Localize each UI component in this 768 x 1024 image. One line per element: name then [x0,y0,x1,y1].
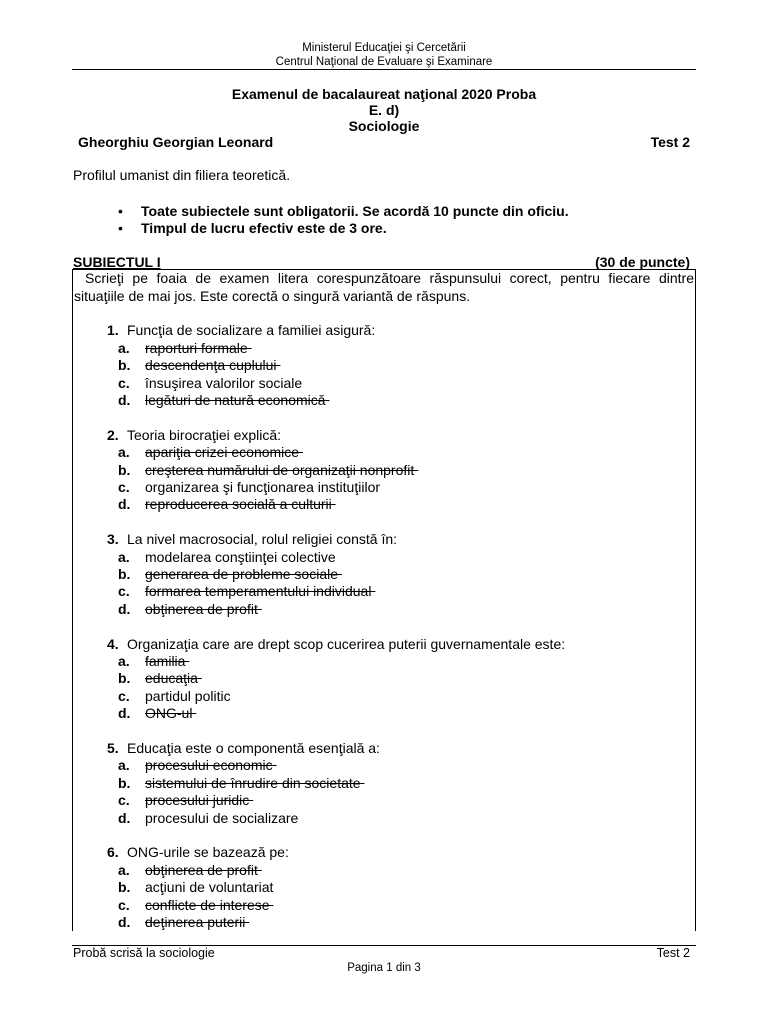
question-number: 2. [107,426,119,443]
answer-option [73,444,695,461]
option-text: organizarea şi funcţionarea instituţiilor [145,478,381,495]
footer-exam-name: Probă scrisă la sociologie [73,946,215,960]
option-text: însuşirea valorilor sociale [145,374,303,391]
answer-option [73,479,695,496]
rule-item [112,203,569,220]
answer-option [73,670,695,687]
option-letter: b. [118,879,131,896]
option-text-struck: educaţia [145,670,198,687]
rule-item [112,220,569,237]
rule-text: Timpul de lucru efectiv este de 3 ore. [141,220,387,237]
question-3 [73,531,695,618]
answer-option [73,601,695,618]
answer-option [73,392,695,409]
option-letter: d. [118,496,131,513]
question-number: 5. [107,739,119,756]
answer-option [73,566,695,583]
answer-option [73,462,695,479]
question-1 [73,322,695,409]
footer-row [73,946,690,960]
option-letter: a. [118,861,130,878]
option-text-struck: legături de natură economică [145,391,326,408]
answer-option [73,688,695,705]
option-letter: c. [118,374,130,391]
footer-test-label: Test 2 [656,946,690,960]
option-text-struck: raporturi formale [145,339,248,356]
question-text: Organizaţia care are drept scop cucerirea puterii guvernamentale este: [127,635,566,652]
exam-probe: E. d) [368,102,400,118]
evaluation-center-name: Centrul Naţional de Evaluare şi Examinare [275,56,493,68]
option-text-struck: procesului economic [145,757,273,774]
author-name: Gheorghiu Georgian Leonard [78,134,274,150]
ministry-name: Ministerul Educaţiei şi Cercetării [302,42,466,54]
option-letter: a. [118,548,130,565]
option-text-struck: ONG-ul [145,705,193,722]
question-text: Educaţia este o componentă esenţială a: [127,739,380,756]
question-4 [73,636,695,723]
option-text: partidul politic [145,687,231,704]
profile-text: Profilul umanist din filiera teoretică. [73,167,291,183]
option-letter: d. [118,705,131,722]
answer-option [73,496,695,513]
option-letter: d. [118,914,131,931]
question-text: La nivel macrosocial, rolul religiei constă în: [127,531,398,548]
option-letter: a. [118,757,130,774]
question-number: 6. [107,844,119,861]
header-divider [72,69,696,70]
question-2 [73,427,695,514]
option-letter: b. [118,357,131,374]
option-text-struck: generarea de probleme sociale [145,565,339,582]
answer-option [73,549,695,566]
option-letter: b. [118,461,131,478]
section-points: (30 de puncte) [595,254,690,270]
author-row [78,134,690,150]
page-number: Pagina 1 din 3 [347,962,421,974]
question-row [73,427,695,444]
option-letter: b. [118,774,131,791]
question-6 [73,844,695,931]
exam-title: Examenul de bacalaureat naţional 2020 Proba [231,86,537,102]
bullet-icon [112,220,141,237]
option-text-struck: obţinerea de profit [145,861,258,878]
option-letter: c. [118,478,130,495]
answer-option [73,792,695,809]
question-text: Funcţia de socializare a familiei asigură: [127,322,376,339]
option-text-struck: procesului juridic [145,792,250,809]
bullet-icon [112,203,141,220]
section-instructions: Scrieţi pe foaia de examen litera corespunzătoare răspunsului corect, pentru fiecare dintre situaţiile de mai jos. Este corectă o singură variantă de răspuns. [74,270,694,304]
question-row [73,844,695,861]
option-letter: d. [118,600,131,617]
answer-option [73,583,695,600]
option-text-struck: formarea temperamentului individual [145,583,372,600]
option-text: modelarea conştiinţei colective [145,548,336,565]
option-letter: b. [118,670,131,687]
question-row [73,636,695,653]
option-text-struck: familia [145,652,186,669]
questions-list [73,322,695,949]
answer-option [73,375,695,392]
answer-option [73,705,695,722]
question-row [73,531,695,548]
option-letter: d. [118,809,131,826]
option-letter: a. [118,652,130,669]
answer-option [73,879,695,896]
question-number: 1. [107,322,119,339]
question-5 [73,740,695,827]
answer-option [73,357,695,374]
rule-text: Toate subiectele sunt obligatorii. Se acordă 10 puncte din oficiu. [141,203,569,219]
rules-list [112,203,569,238]
answer-option [73,653,695,670]
exam-subject: Sociologie [348,118,420,134]
answer-option [73,862,695,879]
question-number: 3. [107,531,119,548]
option-letter: d. [118,391,131,408]
option-text-struck: apariţia crizei economice [145,444,300,461]
option-text-struck: descendenţa cuplului [145,357,277,374]
option-letter: a. [118,339,130,356]
question-row [73,740,695,757]
option-text: procesului de socializare [145,809,299,826]
question-row [73,322,695,339]
answer-option [73,897,695,914]
test-label: Test 2 [650,134,690,150]
answer-option [73,810,695,827]
option-letter: c. [118,896,130,913]
option-letter: c. [118,792,130,809]
option-text-struck: creşterea numărului de organizaţii nonprofit [145,461,415,478]
section-box [72,270,696,931]
option-letter: c. [118,687,130,704]
option-letter: a. [118,444,130,461]
option-text-struck: reproducerea socială a culturii [145,496,332,513]
answer-option [73,914,695,931]
section-heading [72,254,696,270]
section-title: SUBIECTUL I [73,254,161,270]
option-text-struck: sistemului de înrudire din societate [145,774,361,791]
question-text: Teoria birocraţiei explică: [127,426,282,443]
option-text: acţiuni de voluntariat [145,879,274,896]
answer-option [73,775,695,792]
question-text: ONG-urile se bazează pe: [127,844,289,861]
option-letter: c. [118,583,130,600]
question-number: 4. [107,635,119,652]
option-letter: b. [118,565,131,582]
answer-option [73,757,695,774]
answer-option [73,340,695,357]
option-text-struck: deţinerea puterii [145,914,246,931]
option-text-struck: obţinerea de profit [145,600,258,617]
option-text-struck: conflicte de interese [145,896,270,913]
